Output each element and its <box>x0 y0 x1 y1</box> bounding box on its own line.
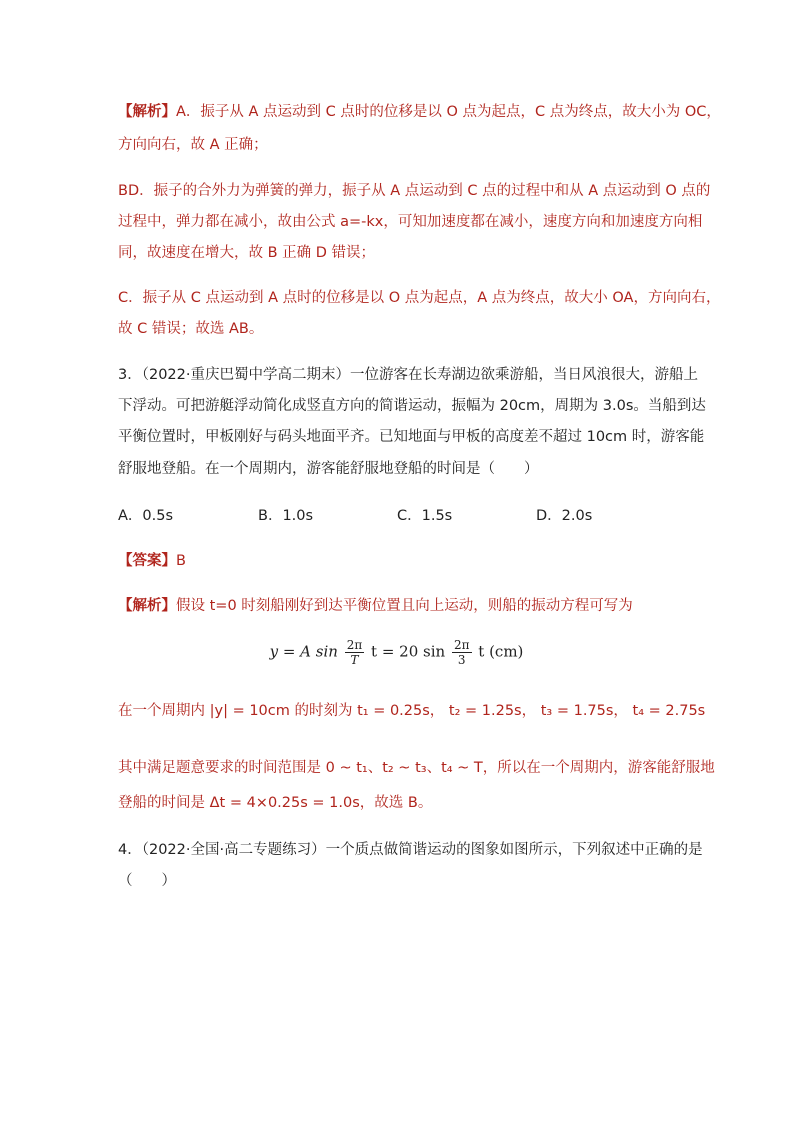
analysis3-tag: 【解析】 <box>118 598 176 614</box>
formula-frac2 <box>452 638 472 667</box>
question4-line1: 4．（2022·全国·高二专题练习）一个质点做简谐运动的图象如图所示，下列叙述中正确的是 <box>118 842 703 858</box>
analysis3-line2: 在一个周期内 |y| = 10cm 的时刻为 t₁ = 0.25s， t₂ = 1.25s， t₃ = 1.75s， t₄ = 2.75s <box>118 703 706 719</box>
analysis3-line4: 登船的时间是 Δt = 4×0.25s = 1.0s，故选 B。 <box>118 795 433 811</box>
formula-frac1-den: T <box>350 653 359 667</box>
analysis1-line3: BD．振子的合外力为弹簧的弹力，振子从 A 点运动到 C 点的过程中和从 A 点运动到 O 点的 <box>118 183 711 199</box>
answer3-tag: 【答案】 <box>118 553 176 569</box>
question3-line1: 3．（2022·重庆巴蜀中学高二期末）一位游客在长寿湖边欲乘游船，当日风浪很大，游船上 <box>118 367 698 383</box>
question3-line3: 平衡位置时，甲板刚好与码头地面平齐。已知地面与甲板的高度差不超过 10cm 时，游客能 <box>118 429 705 445</box>
analysis1-text1: A．振子从 A 点运动到 C 点时的位移是以 O 点为起点，C 点为终点，故大小为 OC， <box>176 104 721 120</box>
formula-frac1-num: 2π <box>346 638 363 652</box>
answer3-value: B <box>176 553 186 569</box>
analysis1-tag: 【解析】 <box>118 104 176 120</box>
question4-line2: （ ） <box>118 873 176 889</box>
option-b: B．1.0s <box>258 508 314 524</box>
formula-mid: t = 20 sin <box>371 642 446 661</box>
question3-line2: 下浮动。可把游艇浮动简化成竖直方向的简谐运动，振幅为 20cm，周期为 3.0s。当船到达 <box>118 398 706 414</box>
option-d: D．2.0s <box>536 508 593 524</box>
analysis3-line3: 其中满足题意要求的时间范围是 0 ~ t₁、t₂ ~ t₃、t₄ ~ T，所以在一个周期内，游客能舒服地 <box>118 760 715 776</box>
formula-frac2-num: 2π <box>453 638 470 652</box>
analysis3-text1: 假设 t=0 时刻船刚好到达平衡位置且向上运动，则船的振动方程可写为 <box>176 598 633 614</box>
vibration-equation <box>0 638 793 667</box>
formula-frac2-den: 3 <box>457 653 466 667</box>
analysis1-line7: 故 C 错误；故选 AB。 <box>118 321 264 337</box>
analysis1-line2: 方向向右，故 A 正确； <box>118 137 268 153</box>
option-c: C．1.5s <box>397 508 453 524</box>
analysis1-line1 <box>118 102 721 122</box>
formula-rhs: t (cm) <box>478 642 524 661</box>
analysis1-line4: 过程中，弹力都在减小，故由公式 a=-kx，可知加速度都在减小，速度方向和加速度方向相 <box>118 214 703 230</box>
formula-frac1 <box>345 638 365 667</box>
answer3 <box>118 551 186 571</box>
question3-line4: 舒服地登船。在一个周期内，游客能舒服地登船的时间是（ ） <box>118 461 539 477</box>
analysis1-line5: 同，故速度在增大，故 B 正确 D 错误； <box>118 245 376 261</box>
analysis3-line1 <box>118 596 633 616</box>
option-a: A．0.5s <box>118 508 174 524</box>
analysis1-line6: C．振子从 C 点运动到 A 点时的位移是以 O 点为起点，A 点为终点，故大小 OA，方向向右， <box>118 290 721 306</box>
formula-lhs: y = A sin <box>269 642 338 661</box>
